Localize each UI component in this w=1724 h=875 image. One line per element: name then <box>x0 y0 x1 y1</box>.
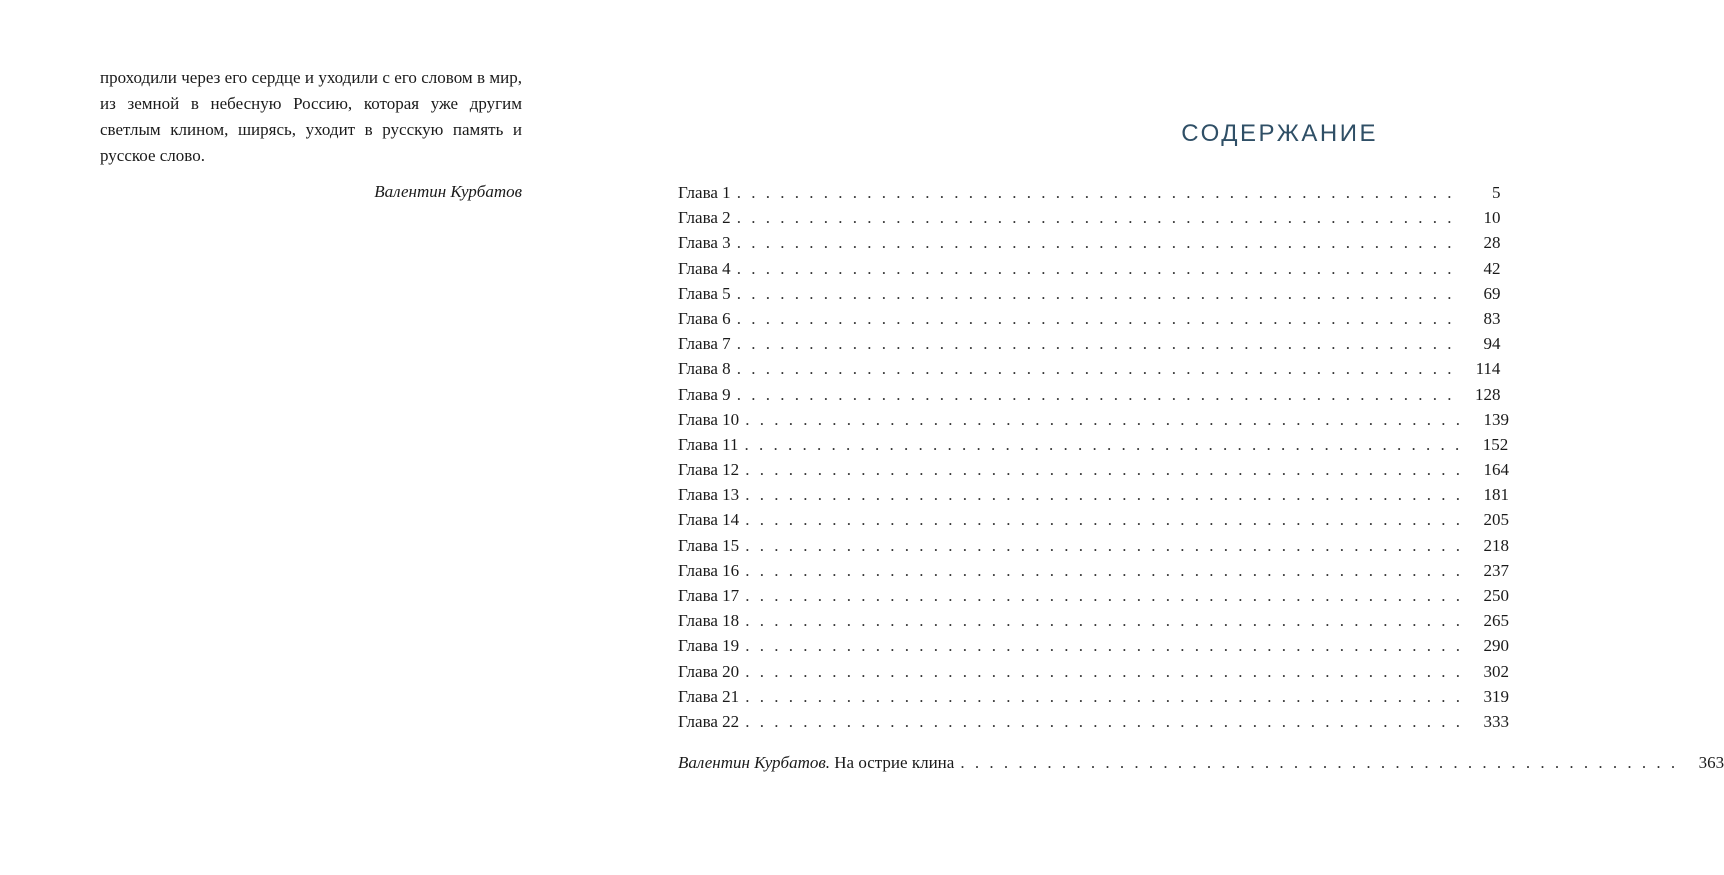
toc-entry[interactable] <box>678 684 1509 709</box>
toc-dot-leader: . . . . . . . . . . . . . . . . . . . . . . . . . . . . . . . . . . . . . . . . . . . . . . . . . . <box>736 233 1455 253</box>
toc-entry-page-number: 250 <box>1483 586 1509 605</box>
toc-afterword-label <box>678 750 956 775</box>
toc-entry-page-number: 94 <box>1483 334 1501 354</box>
toc-entry-label: Глава 2 <box>678 208 731 228</box>
toc-entry-label: Глава 15 <box>678 535 740 555</box>
toc-dot-leader: . . . . . . . . . . . . . . . . . . . . . . . . . . . . . . . . . . . . . . . . . . . . . . . . . . <box>736 208 1455 228</box>
toc-entry-page-number: 218 <box>1483 535 1509 555</box>
toc-dot-leader: . . . . . . . . . . . . . . . . . . . . . . . . . . . . . . . . . . . . . . . . . . . . . . . . . . <box>745 686 1463 706</box>
toc-dot-leader: . . . . . . . . . . . . . . . . . . . . . . . . . . . . . . . . . . . . . . . . . . . . . . . . . . <box>745 510 1463 530</box>
toc-entry-label: Глава 10 <box>678 409 740 429</box>
toc-entry-label: Глава 16 <box>678 560 740 580</box>
toc-entry-page-number: 139 <box>1483 409 1509 429</box>
toc-entry-label: Глава 19 <box>678 636 740 656</box>
toc-entry[interactable] <box>678 331 1501 356</box>
toc-entry-label: Глава 17 <box>678 586 740 605</box>
toc-dot-leader: . . . . . . . . . . . . . . . . . . . . . . . . . . . . . . . . . . . . . . . . . . . . . . . . . . <box>745 460 1463 480</box>
toc-entry-page-number: 42 <box>1483 258 1501 278</box>
toc-dot-leader: . . . . . . . . . . . . . . . . . . . . . . . . . . . . . . . . . . . . . . . . . . . . . . . . . . <box>736 359 1455 379</box>
toc-entry[interactable] <box>678 382 1501 407</box>
toc-entry[interactable] <box>678 659 1509 684</box>
toc-entry[interactable] <box>678 281 1501 306</box>
toc-entry[interactable] <box>678 633 1509 658</box>
toc-entry-label: Глава 18 <box>678 611 740 631</box>
toc-entry[interactable] <box>678 356 1501 381</box>
toc-entry[interactable] <box>678 205 1501 230</box>
toc-entry[interactable] <box>678 558 1509 583</box>
toc-entry-page-number: 333 <box>1483 711 1509 731</box>
left-page <box>0 0 600 875</box>
toc-entry-label: Глава 1 <box>678 183 731 202</box>
epilogue-signature: Валентин Курбатов <box>374 182 522 201</box>
toc-entry-label: Глава 9 <box>678 384 731 404</box>
toc-entry[interactable] <box>678 256 1501 281</box>
epilogue-paragraph: проходили через его сердце и уходили с его словом в мир, из земной в небесную Россию, которая уже другим светлым клином, ширясь, уходит в русскую память и русское слово. <box>100 68 522 165</box>
toc-dot-leader: . . . . . . . . . . . . . . . . . . . . . . . . . . . . . . . . . . . . . . . . . . . . . . . . . . <box>745 661 1463 681</box>
toc-entry-label: Глава 7 <box>678 334 731 354</box>
toc-dot-leader: . . . . . . . . . . . . . . . . . . . . . . . . . . . . . . . . . . . . . . . . . . . . . . . . . . <box>736 258 1455 278</box>
toc-entry[interactable] <box>678 407 1509 432</box>
toc-entry-label: Глава 22 <box>678 711 740 731</box>
toc-entry[interactable] <box>678 457 1509 482</box>
toc-entry-afterword[interactable] <box>678 750 1724 775</box>
toc-entry-label: Глава 11 <box>678 434 739 454</box>
toc-entry-label: Глава 21 <box>678 686 740 706</box>
toc-entry[interactable] <box>678 482 1509 507</box>
toc-entry-page-number: 205 <box>1483 510 1509 530</box>
toc-entry-page-number: 5 <box>1491 183 1501 202</box>
right-page <box>600 0 1724 875</box>
toc-entry-page-number: 265 <box>1483 611 1509 631</box>
toc-dot-leader: . . . . . . . . . . . . . . . . . . . . . . . . . . . . . . . . . . . . . . . . . . . . . . . . . . <box>745 711 1463 731</box>
toc-entry-page-number: 319 <box>1483 686 1509 706</box>
toc-entry-page-number: 290 <box>1483 636 1509 656</box>
toc-afterword-author: Валентин Курбатов. <box>678 753 830 773</box>
toc-entry[interactable] <box>678 230 1501 255</box>
toc-entry-page-number: 10 <box>1483 208 1501 228</box>
toc-dot-leader: . . . . . . . . . . . . . . . . . . . . . . . . . . . . . . . . . . . . . . . . . . . . . . . . . . <box>745 485 1463 505</box>
toc-entry-label: Глава 20 <box>678 661 740 681</box>
toc-entry-label: Глава 6 <box>678 308 731 328</box>
toc-entry-label: Глава 13 <box>678 485 740 505</box>
toc-entry-label: Глава 3 <box>678 233 731 253</box>
toc-dot-leader: . . . . . . . . . . . . . . . . . . . . . . . . . . . . . . . . . . . . . . . . . . . . . . . . . . <box>736 308 1455 328</box>
toc-entry-page-number: 363 <box>1698 753 1724 773</box>
toc-dot-leader: . . . . . . . . . . . . . . . . . . . . . . . . . . . . . . . . . . . . . . . . . . . . . . . . . . <box>745 636 1463 656</box>
toc-dot-leader: . . . . . . . . . . . . . . . . . . . . . . . . . . . . . . . . . . . . . . . . . . . . . . . . . . <box>736 334 1455 354</box>
toc-entry-page-number: 28 <box>1483 233 1501 253</box>
toc-dot-leader: . . . . . . . . . . . . . . . . . . . . . . . . . . . . . . . . . . . . . . . . . . . . . . . . . . <box>745 535 1463 555</box>
toc-entry-page-number: 114 <box>1475 359 1501 379</box>
toc-entry-label: Глава 5 <box>678 283 731 303</box>
toc-entry-page-number: 83 <box>1483 308 1501 328</box>
toc-entry[interactable] <box>678 608 1509 633</box>
toc-entry-page-number: 237 <box>1483 560 1509 580</box>
epilogue-text <box>100 65 522 169</box>
toc-entry-label: Глава 4 <box>678 258 731 278</box>
toc-dot-leader: . . . . . . . . . . . . . . . . . . . . . . . . . . . . . . . . . . . . . . . . . . . . . . . . . . <box>745 409 1463 429</box>
toc-title: СОДЕРЖАНИЕ <box>1181 120 1378 147</box>
toc-entry[interactable] <box>678 306 1501 331</box>
table-of-contents <box>678 180 1724 775</box>
toc-afterword-title: На острие клина <box>834 753 955 773</box>
toc-dot-leader: . . . . . . . . . . . . . . . . . . . . . . . . . . . . . . . . . . . . . . . . . . . . . . . . . . <box>745 586 1463 605</box>
toc-entry[interactable] <box>678 709 1509 734</box>
toc-dot-leader: . . . . . . . . . . . . . . . . . . . . . . . . . . . . . . . . . . . . . . . . . . . . . . . . . . <box>745 611 1463 631</box>
toc-entry-page-number: 69 <box>1483 283 1501 303</box>
toc-entry-page-number: 164 <box>1483 460 1509 480</box>
toc-dot-leader: . . . . . . . . . . . . . . . . . . . . . . . . . . . . . . . . . . . . . . . . . . . . . . . . . . <box>744 434 1463 454</box>
toc-dot-leader: . . . . . . . . . . . . . . . . . . . . . . . . . . . . . . . . . . . . . . . . . . . . . . . . . . <box>736 384 1455 404</box>
toc-entry[interactable] <box>678 507 1509 532</box>
toc-entry[interactable] <box>678 583 1509 608</box>
toc-entry[interactable] <box>678 180 1501 205</box>
toc-entry-page-number: 152 <box>1482 434 1509 454</box>
toc-dot-leader: . . . . . . . . . . . . . . . . . . . . . . . . . . . . . . . . . . . . . . . . . . . . . . . . . . <box>736 183 1455 202</box>
toc-entry-page-number: 181 <box>1483 485 1509 505</box>
toc-entry-label: Глава 12 <box>678 460 740 480</box>
toc-entry[interactable] <box>678 432 1509 457</box>
toc-dot-leader: . . . . . . . . . . . . . . . . . . . . . . . . . . . . . . . . . . . . . . . . . . . . . . . . . . <box>736 283 1455 303</box>
toc-entry-label: Глава 8 <box>678 359 731 379</box>
toc-entry-page-number: 302 <box>1483 661 1509 681</box>
toc-entry[interactable] <box>678 533 1509 558</box>
toc-dot-leader: . . . . . . . . . . . . . . . . . . . . . . . . . . . . . . . . . . . . . . . . . . . . . . . . . . <box>745 560 1463 580</box>
toc-entry-label: Глава 14 <box>678 510 740 530</box>
toc-dot-leader: . . . . . . . . . . . . . . . . . . . . . . . . . . . . . . . . . . . . . . . . . . . . . . . . . . <box>960 753 1679 773</box>
toc-entry-page-number: 128 <box>1474 384 1501 404</box>
